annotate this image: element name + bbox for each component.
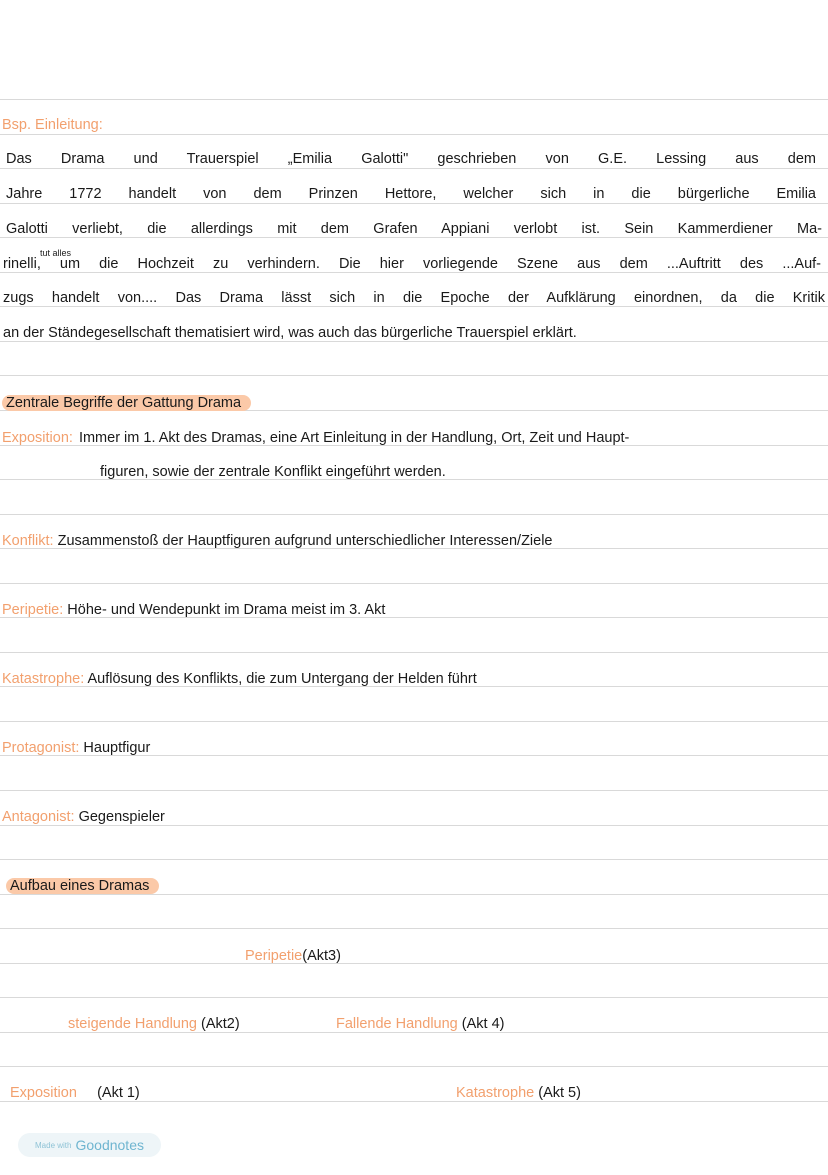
term-definition: Gegenspieler [78, 809, 165, 825]
stage-peripetie [245, 947, 341, 965]
goodnotes-badge [18, 1133, 161, 1157]
stage-act: (Akt2) [201, 1016, 240, 1032]
ruled-line [0, 168, 828, 169]
ruled-line [0, 790, 828, 791]
stage-exposition [10, 1084, 140, 1102]
intro-line: Galotti verliebt, die allerdings mit dem Grafen Appiani verlobt ist. Sein Kammerdiener Ma- [6, 221, 822, 237]
stage-act: (Akt 4) [461, 1016, 505, 1032]
term-label: Protagonist: [2, 740, 80, 756]
ruled-line [0, 203, 828, 204]
ruled-line [0, 134, 828, 135]
stage-act: (Akt3) [302, 948, 341, 964]
term-definition: Auflösung des Konflikts, die zum Untergang der Helden führt [87, 671, 477, 687]
stage-act: (Akt 1) [97, 1085, 140, 1101]
structure-heading: Aufbau eines Dramas [6, 878, 159, 894]
ruled-line [0, 928, 828, 929]
term-definition: Immer im 1. Akt des Dramas, eine Art Einleitung in der Handlung, Ort, Zeit und Haupt- [78, 430, 630, 446]
term-definition: Zusammenstoß der Hauptfiguren aufgrund unterschiedlicher Interessen/Ziele [57, 533, 553, 549]
stage-name: Peripetie [245, 948, 303, 964]
ruled-line [0, 375, 828, 376]
stage-name: steigende Handlung [68, 1016, 197, 1032]
term-katastrophe [2, 670, 477, 688]
badge-brand-logo: Goodnotes [75, 1137, 144, 1153]
intro-line: rinelli, um die Hochzeit zu verhindern. Die hier vorliegende Szene aus dem ...Auftritt des ...Auf- [3, 256, 821, 272]
badge-made-with: Made with [35, 1140, 72, 1150]
intro-line: Das Drama und Trauerspiel „Emilia Galotti" geschrieben von G.E. Lessing aus dem [6, 151, 816, 167]
term-exposition [2, 429, 824, 447]
term-protagonist [2, 739, 150, 757]
term-peripetie [2, 601, 385, 619]
ruled-line [0, 997, 828, 998]
term-label: Antagonist: [2, 809, 75, 825]
ruled-line [0, 514, 828, 515]
stage-name: Katastrophe [456, 1085, 535, 1101]
stage-act: (Akt 5) [538, 1085, 581, 1101]
intro-insertion: tut alles [40, 248, 72, 258]
term-label: Katastrophe: [2, 671, 85, 687]
term-label: Peripetie: [2, 602, 64, 618]
term-label: Konflikt: [2, 533, 54, 549]
ruled-line [0, 859, 828, 860]
term-definition: Hauptfigur [83, 740, 151, 756]
ruled-line [0, 583, 828, 584]
stage-steigende-handlung [68, 1015, 240, 1033]
intro-line: zugs handelt von.... Das Drama lässt sich in die Epoche der Aufklärung einordnen, da die Kritik [3, 290, 825, 306]
term-definition-continuation: figuren, sowie der zentrale Konflikt eingeführt werden. [100, 464, 446, 480]
term-konflikt [2, 532, 553, 550]
term-definition: Höhe- und Wendepunkt im Drama meist im 3. Akt [67, 602, 386, 618]
ruled-line [0, 99, 828, 100]
term-antagonist [2, 808, 165, 826]
ruled-line [0, 721, 828, 722]
terms-heading: Zentrale Begriffe der Gattung Drama [2, 395, 251, 411]
intro-heading: Bsp. Einleitung: [2, 117, 103, 133]
intro-line: Jahre 1772 handelt von dem Prinzen Hettore, welcher sich in die bürgerliche Emilia [6, 186, 816, 202]
ruled-line [0, 963, 828, 964]
stage-katastrophe [456, 1084, 581, 1102]
stage-fallende-handlung [336, 1015, 504, 1033]
ruled-line [0, 1066, 828, 1067]
stage-name: Fallende Handlung [336, 1016, 458, 1032]
term-label: Exposition: [2, 430, 73, 446]
intro-line: an der Ständegesellschaft thematisiert wird, was auch das bürgerliche Trauerspiel erklärt. [3, 325, 577, 341]
ruled-line [0, 652, 828, 653]
stage-name: Exposition [10, 1085, 77, 1101]
